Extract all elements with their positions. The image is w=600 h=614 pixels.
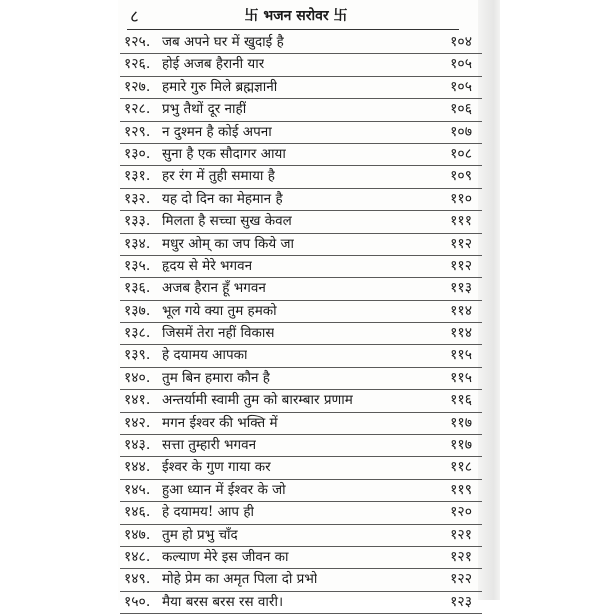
entry-page-number: १०९ — [450, 168, 472, 185]
entry-title: मिलता है सच्चा सुख केवल — [162, 213, 292, 230]
entry-page-number: ११० — [450, 190, 472, 207]
entry-number: १२६. — [124, 56, 151, 73]
entry-page-number: ११३ — [450, 280, 472, 297]
entry-page-number: १०५ — [450, 56, 472, 73]
entry-title: मैया बरस बरस रस वारी। — [162, 593, 284, 610]
entry-title: अन्तर्यामी स्वामी तुम को बारम्बार प्रणाम — [162, 392, 353, 409]
entry-page-number: १०५ — [450, 78, 472, 95]
entry-title: अजब हैरान हूँ भगवन — [162, 280, 266, 297]
contents-entry — [120, 345, 482, 367]
entry-title: होई अजब हैरानी यार — [162, 56, 265, 73]
page-number: ८ — [130, 7, 139, 27]
entry-number: १२९. — [124, 123, 151, 140]
contents-entry — [120, 189, 482, 211]
entry-title: हे दयामय आपका — [162, 347, 248, 364]
entry-page-number: १११ — [450, 213, 472, 230]
contents-entry — [120, 480, 482, 502]
contents-entry — [120, 32, 482, 54]
entry-page-number: १०६ — [450, 101, 472, 118]
entry-number: १४५. — [124, 481, 151, 498]
entry-title: सुना है एक सौदागर आया — [162, 145, 286, 162]
entry-number: १४८. — [124, 548, 151, 565]
contents-entry — [120, 592, 482, 614]
contents-entry — [120, 502, 482, 524]
entry-number: १२५. — [124, 34, 151, 50]
contents-entry — [120, 301, 482, 323]
entry-number: १३०. — [124, 145, 151, 162]
entry-title: हृदय से मेरे भगवन — [162, 257, 253, 274]
entry-page-number: ११४ — [450, 302, 472, 319]
entry-page-number: १०८ — [450, 145, 472, 162]
entry-title: ईश्वर के गुण गाया कर — [162, 459, 271, 476]
entry-number: १३५. — [124, 257, 151, 274]
entry-title: हे दयामय! आप ही — [162, 504, 254, 521]
entry-number: १३२. — [124, 190, 151, 207]
contents-entry — [120, 569, 482, 591]
entry-page-number: १२१ — [450, 526, 472, 543]
entry-number: १३६. — [124, 280, 151, 297]
entry-page-number: ११५ — [450, 347, 472, 364]
entry-page-number: १२१ — [450, 548, 472, 565]
contents-entry — [120, 122, 482, 144]
entry-page-number: १२३ — [450, 593, 472, 610]
entry-title: जिसमें तेरा नहीं विकास — [162, 325, 275, 342]
contents-entry — [120, 457, 482, 479]
entry-page-number: ११९ — [450, 481, 472, 498]
entry-number: १२८. — [124, 101, 151, 118]
entry-title: प्रभु तैथों दूर नाहीं — [162, 101, 247, 118]
contents-entry — [120, 547, 482, 569]
entry-number: १४६. — [124, 504, 151, 521]
entry-page-number: १०४ — [450, 34, 472, 50]
entry-page-number: ११५ — [450, 369, 472, 386]
entry-title: जब अपने घर में खुदाई है — [162, 34, 284, 50]
entry-title: न दुश्मन है कोई अपना — [162, 123, 272, 140]
entry-number: १३९. — [124, 347, 151, 364]
entry-page-number: ११८ — [450, 459, 472, 476]
contents-entry — [120, 77, 482, 99]
running-title: 卐 भजन सरोवर 卐 — [244, 8, 348, 24]
page-header — [126, 4, 466, 30]
contents-entry — [120, 166, 482, 188]
contents-entry — [120, 144, 482, 166]
contents-entry — [120, 390, 482, 412]
contents-entry — [120, 413, 482, 435]
entry-title: मधुर ओम् का जप किये जा — [162, 235, 294, 252]
entry-title: हमारे गुरु मिले ब्रह्मज्ञानी — [162, 78, 278, 95]
entry-title: तुम बिन हमारा कौन है — [162, 369, 270, 386]
contents-entry — [120, 278, 482, 300]
entry-number: १४७. — [124, 526, 151, 543]
entry-page-number: ११४ — [450, 325, 472, 342]
entry-title: मोहे प्रेम का अमृत पिला दो प्रभो — [162, 571, 318, 588]
contents-entry — [120, 99, 482, 121]
entry-title: भूल गये क्या तुम हमको — [162, 302, 277, 319]
entry-title: यह दो दिन का मेहमान है — [162, 190, 283, 207]
entry-number: १४९. — [124, 571, 151, 588]
entry-page-number: १२२ — [450, 571, 472, 588]
contents-entry — [120, 256, 482, 278]
entry-page-number: १२० — [450, 504, 472, 521]
entry-number: १४२. — [124, 414, 151, 431]
entry-number: १३८. — [124, 325, 151, 342]
entry-number: १४३. — [124, 437, 151, 454]
entry-number: १३४. — [124, 235, 151, 252]
entry-title: मगन ईश्वर की भक्ति में — [162, 414, 278, 431]
entry-page-number: ११७ — [450, 437, 472, 454]
contents-list — [120, 32, 482, 614]
entry-page-number: ११२ — [450, 235, 472, 252]
header-rule — [127, 29, 459, 30]
contents-entry — [120, 234, 482, 256]
entry-title: हर रंग में तुही समाया है — [162, 168, 275, 185]
contents-entry — [120, 54, 482, 76]
entry-number: १४१. — [124, 392, 151, 409]
entry-page-number: ११६ — [450, 392, 472, 409]
contents-entry — [120, 368, 482, 390]
entry-number: १३१. — [124, 168, 151, 185]
entry-number: १५०. — [124, 593, 151, 610]
entry-number: १३७. — [124, 302, 151, 319]
entry-title: कल्याण मेरे इस जीवन का — [162, 548, 289, 565]
contents-entry — [120, 323, 482, 345]
entry-number: १२७. — [124, 78, 151, 95]
entry-title: हुआ ध्यान में ईश्वर के जो — [162, 481, 286, 498]
entry-title: सत्ता तुम्हारी भगवन — [162, 437, 257, 454]
entry-number: १४०. — [124, 369, 151, 386]
entry-page-number: ११२ — [450, 257, 472, 274]
entry-number: १४४. — [124, 459, 151, 476]
contents-entry — [120, 525, 482, 547]
entry-page-number: १०७ — [450, 123, 472, 140]
entry-number: १३३. — [124, 213, 151, 230]
entry-title: तुम हो प्रभु चाँद — [162, 526, 238, 543]
contents-entry — [120, 211, 482, 233]
contents-entry — [120, 435, 482, 457]
entry-page-number: ११७ — [450, 414, 472, 431]
